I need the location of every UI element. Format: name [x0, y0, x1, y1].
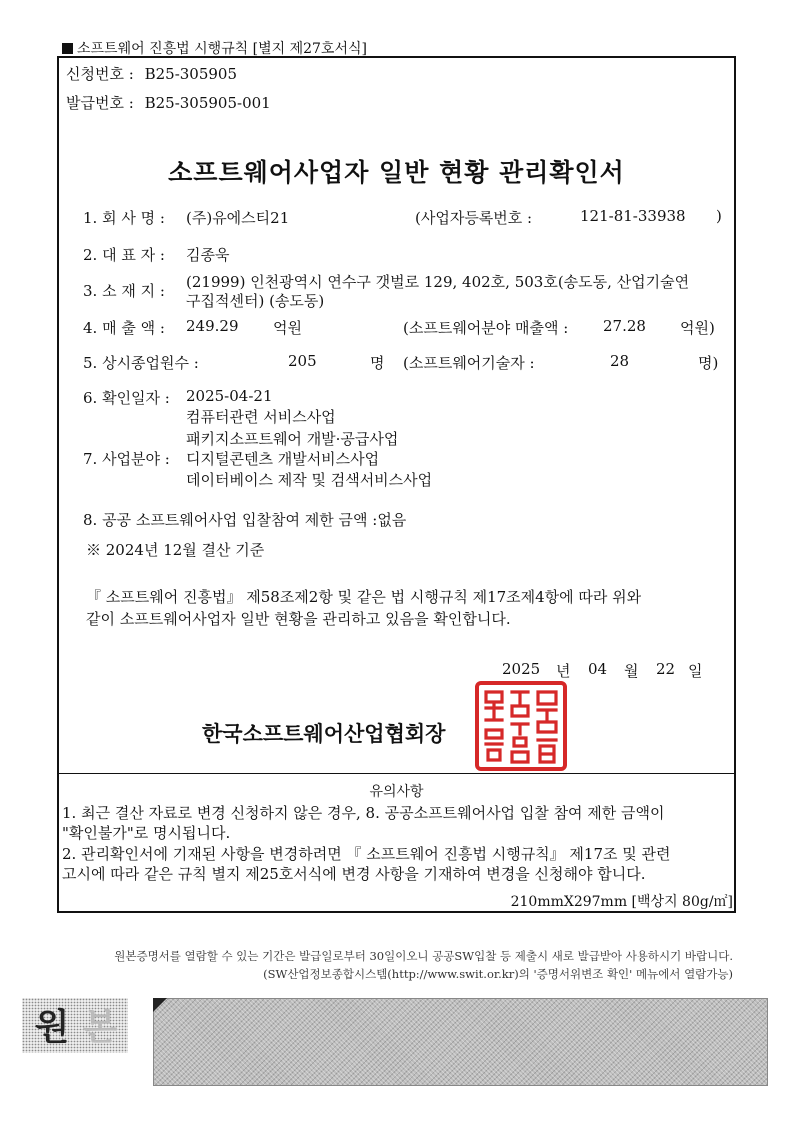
- business-area-item: 데이터베이스 제작 및 검색서비스사업: [186, 471, 433, 489]
- form-reference: [62, 38, 367, 58]
- paper-spec: 210mmX297mm [백상지 80g/㎡]: [510, 894, 733, 910]
- business-areas-label: 7. 사업분야 :: [83, 450, 170, 468]
- employees-unit: 명: [370, 354, 385, 372]
- issue-number-value: B25-305905-001: [144, 94, 271, 112]
- application-number-label: 신청번호 :: [66, 65, 134, 83]
- notice-line-2: "확인불가"로 명시됩니다.: [62, 824, 231, 842]
- issue-number: [66, 92, 271, 113]
- official-seal: [474, 680, 568, 772]
- employees-label: 5. 상시종업원수 :: [83, 354, 199, 372]
- sales-label: 4. 매 출 액 :: [83, 319, 165, 337]
- notice-line-3: 2. 관리확인서에 기재된 사항을 변경하려면 『 소프트웨어 진흥법 시행규칙』 제17조 및 관련: [62, 845, 671, 863]
- public-limit: [83, 509, 406, 530]
- footer-line-2: (SW산업정보종합시스템(http://www.swit.or.kr)의 '증명서위변조 확인' 메뉴에서 열람가능): [263, 967, 733, 981]
- statement-line-2: 같이 소프트웨어사업자 일반 현황을 관리하고 있음을 확인합니다.: [86, 610, 511, 628]
- issue-number-label: 발급번호 :: [66, 94, 134, 112]
- issue-day-unit: 일: [688, 662, 703, 680]
- company-label: 1. 회 사 명 :: [83, 209, 165, 227]
- security-pattern-corner: [153, 998, 167, 1012]
- sw-technicians-unit: 명): [698, 354, 719, 372]
- stamp-char-2: 본: [82, 1007, 118, 1048]
- confirm-date-label: 6. 확인일자 :: [83, 389, 170, 407]
- notice-title: 유의사항: [369, 784, 424, 800]
- issue-month-unit: 월: [624, 662, 639, 680]
- square-bullet-icon: [62, 43, 73, 54]
- sales-value: 249.29: [186, 317, 239, 335]
- document-title: 소프트웨어사업자 일반 현황 관리확인서: [168, 158, 625, 187]
- issue-month: 04: [588, 660, 608, 678]
- company-name: (주)유에스티21: [186, 209, 290, 227]
- seal-glyphs: [486, 692, 556, 762]
- issue-day: 22: [656, 660, 676, 678]
- employees-value: 205: [288, 352, 317, 370]
- issue-year-unit: 년: [556, 662, 571, 680]
- stamp-char-1: 원: [34, 1007, 70, 1048]
- address-line-1: (21999) 인천광역시 연수구 갯벌로 129, 402호, 503호(송도동, 산업기술연: [186, 273, 690, 291]
- notice-divider: [57, 773, 736, 774]
- business-reg-close: ): [716, 207, 722, 225]
- sw-sales-unit: 억원): [680, 319, 715, 337]
- form-reference-text: 소프트웨어 진흥법 시행규칙 [별지 제27호서식]: [77, 41, 367, 57]
- address-line-2: 구집적센터) (송도동): [186, 292, 325, 310]
- ceo-label: 2. 대 표 자 :: [83, 246, 165, 264]
- business-reg-label: (사업자등록번호 :: [415, 209, 533, 227]
- sw-technicians-label: (소프트웨어기술자 :: [403, 354, 535, 372]
- security-pattern-band: [153, 998, 768, 1086]
- sw-technicians-value: 28: [610, 352, 630, 370]
- sales-unit: 억원: [273, 319, 302, 337]
- statement-line-1: 『 소프트웨어 진흥법』 제58조제2항 및 같은 법 시행규칙 제17조제4항에 따라 위와: [86, 588, 642, 606]
- sw-sales-label: (소프트웨어분야 매출액 :: [403, 319, 569, 337]
- business-area-item: 패키지소프트웨어 개발·공급사업: [186, 430, 399, 448]
- business-reg-number: 121-81-33938: [580, 207, 686, 225]
- notice-line-1: 1. 최근 결산 자료로 변경 신청하지 않은 경우, 8. 공공소프트웨어사업 입찰 참여 제한 금액이: [62, 804, 665, 822]
- footer-line-1: 원본증명서를 열람할 수 있는 기간은 발급일로부터 30일이오니 공공SW입찰 등 제출시 새로 발급받아 사용하시기 바랍니다.: [114, 949, 733, 963]
- application-number: [66, 63, 237, 84]
- public-limit-label: 8. 공공 소프트웨어사업 입찰참여 제한 금액 :: [83, 511, 378, 529]
- business-area-item: 디지털콘텐츠 개발서비스사업: [186, 450, 380, 468]
- issuer-name: 한국소프트웨어산업협회장: [202, 721, 446, 746]
- issue-year: 2025: [502, 660, 541, 678]
- application-number-value: B25-305905: [144, 65, 238, 83]
- sw-sales-value: 27.28: [603, 317, 646, 335]
- confirm-date-value: 2025-04-21: [186, 387, 273, 405]
- public-limit-value: 없음: [377, 511, 407, 529]
- notice-line-4: 고시에 따라 같은 규칙 별지 제25호서식에 변경 사항을 기재하여 변경을 신청해야 합니다.: [62, 865, 646, 883]
- business-area-item: 컴퓨터관련 서비스사업: [186, 408, 336, 426]
- basis-note: ※ 2024년 12월 결산 기준: [86, 541, 265, 559]
- address-label: 3. 소 재 지 :: [83, 282, 165, 300]
- original-stamp: [22, 998, 128, 1053]
- ceo-name: 김종욱: [186, 246, 230, 264]
